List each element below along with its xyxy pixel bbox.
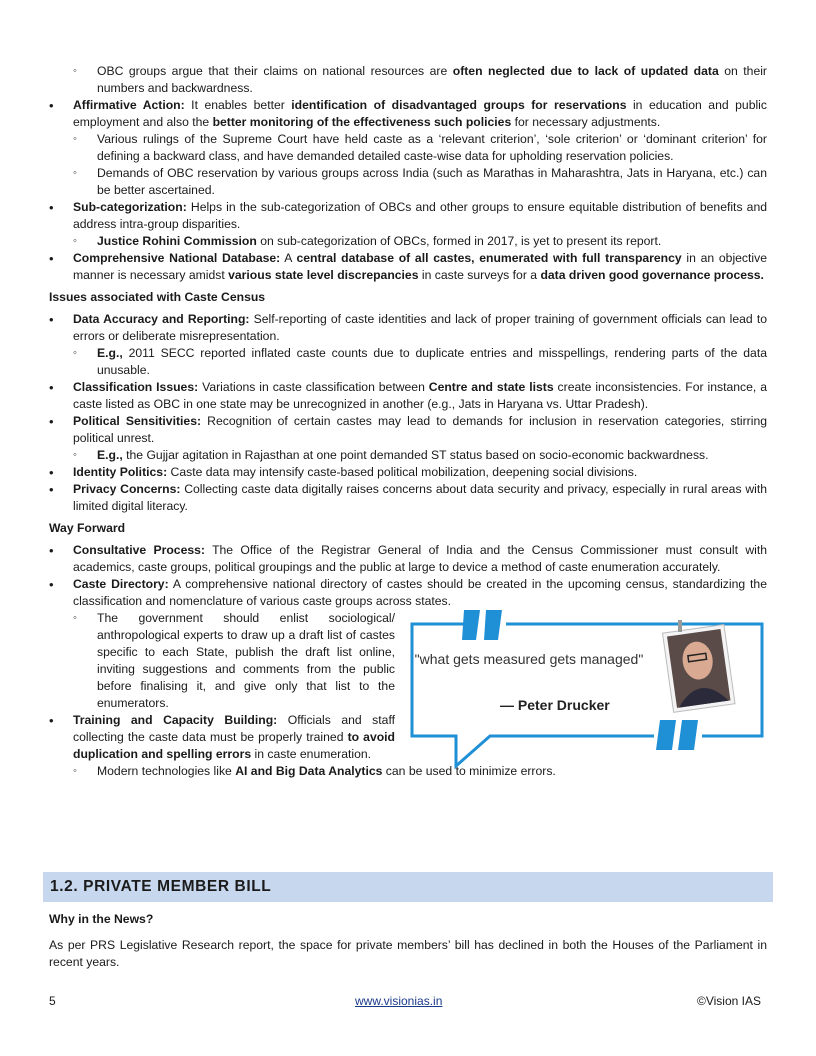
quote-region: [0, 610, 816, 780]
issue-classification: [0, 379, 816, 413]
wf-training-sub: [0, 763, 816, 780]
issue-data-accuracy: [0, 311, 816, 379]
issue-identity-politics: [0, 464, 816, 481]
text: A comprehensive national directory of castes should be created in the upcoming census, standardizing the classification and nomenclature of various caste groups across states.: [73, 577, 767, 608]
footer-link-wrap: [355, 993, 442, 1009]
top-sub-bullet-block: [0, 63, 816, 97]
text: on sub-categorization of OBCs, formed in 2017, is yet to present its report.: [256, 234, 662, 248]
sub-bullet: ◦ Demands of OBC reservation by various groups across India (such as Marathas in Maharashtra, Jats in Haryana, etc.) can be better ascertained.: [73, 165, 767, 199]
text: Variations in caste classification between: [198, 380, 429, 394]
quote-text: "what gets measured gets managed": [414, 651, 644, 667]
issue-political-sensitivities: [0, 413, 816, 464]
website-link[interactable]: www.visionias.in: [355, 994, 443, 1008]
sub-bullet: ◦ Various rulings of the Supreme Court have held caste as a ‘relevant criterion’, ‘sole criterion’ or ‘dominant criterion’ for defining a backward class, and have demanded detailed caste-wise data for upholding reservation policies.: [73, 131, 767, 165]
wf-training: [0, 712, 816, 763]
bold-text: Justice Rohini Commission: [97, 234, 257, 248]
text: in caste surveys for a: [418, 268, 541, 282]
wf-consultative: [0, 542, 816, 576]
bold-text: to avoid duplication and spelling errors: [73, 730, 396, 761]
bold-text: identification of disadvantaged groups for reservations: [291, 98, 627, 112]
text: in education and public employment and also the: [73, 98, 767, 129]
text: It enables better: [184, 98, 292, 112]
text: Helps in the sub-categorization of OBCs and other groups to ensure equitable distribution of benefits and address intra-group disparities.: [73, 200, 767, 231]
issues-heading: Issues associated with Caste Census: [49, 290, 266, 304]
text: Collecting caste data digitally raises concerns about data security and privacy, especially in rural areas with limited digital literacy.: [73, 482, 767, 513]
page-number: 5: [49, 994, 56, 1008]
top-sub-item: [0, 63, 816, 97]
bullet-term: Caste Directory:: [73, 577, 169, 591]
bullet-affirmative-action: [0, 97, 816, 199]
text: on their numbers and backwardness.: [97, 64, 767, 95]
bold-text: various state level discrepancies: [228, 268, 419, 282]
need-bullets: [0, 97, 816, 780]
sub-bullet: [73, 345, 767, 379]
way-forward-heading: Way Forward: [49, 521, 126, 535]
text: in caste enumeration.: [251, 747, 372, 761]
bullet-term: Affirmative Action:: [73, 98, 185, 112]
bullet-term: Data Accuracy and Reporting:: [73, 312, 250, 326]
bullet-national-database: [0, 250, 816, 284]
bold-text: AI and Big Data Analytics: [235, 764, 383, 778]
text: A: [280, 251, 297, 265]
bold-text: often neglected due to lack of updated data: [452, 64, 719, 78]
bullet-term: Training and Capacity Building:: [73, 713, 278, 727]
text: Caste data may intensify caste-based political mobilization, deepening social divisions.: [167, 465, 638, 479]
text: the Gujjar agitation in Rajasthan at one point demanded ST status based on socio-economic backwardness.: [122, 448, 709, 462]
sub-bullet: [73, 447, 767, 464]
bullet-term: Sub-categorization:: [73, 200, 187, 214]
bold-text: better monitoring of the effectiveness such policies: [212, 115, 512, 129]
bold-text: E.g.,: [97, 448, 123, 462]
bullet-term: Identity Politics:: [73, 465, 168, 479]
bullet-term: Comprehensive National Database:: [73, 251, 281, 265]
why-in-news-body: As per PRS Legislative Research report, the space for private members’ bill has declined in both the Houses of the Parliament in recent years.: [49, 938, 767, 969]
quote-author: — Peter Drucker: [500, 697, 610, 713]
text: Self-reporting of caste identities and lack of proper training of government officials can lead to errors or deliberate misrepresentation.: [73, 312, 767, 343]
bold-text: data driven good governance process.: [540, 268, 764, 282]
bullet-term: Political Sensitivities:: [73, 414, 202, 428]
bullet-term: Privacy Concerns:: [73, 482, 181, 496]
text: OBC groups argue that their claims on national resources are: [97, 64, 453, 78]
text: can be used to minimize errors.: [382, 764, 556, 778]
text: in an objective manner is necessary amidst: [73, 251, 767, 282]
copyright: ©Vision IAS: [697, 994, 761, 1008]
text: The Office of the Registrar General of India and the Census Commissioner must consult with academics, caste groups, political groupings and the public at large to device a method of caste enumeration accurately.: [73, 543, 768, 574]
text: for necessary adjustments.: [511, 115, 661, 129]
text: Recognition of certain castes may lead to demands for inclusion in reservation categories, stirring political unrest.: [73, 414, 767, 445]
wf-directory-sub: [0, 610, 816, 712]
wf-caste-directory: [0, 576, 816, 610]
sub-bullet: ◦ The government should enlist sociological/ anthropological experts to draw up a draft list of castes specific to each State, publish the draft list online, inviting suggestions and comments from the public before finalising it, and give only that list to the enumerators.: [73, 610, 395, 712]
bold-text: Centre and state lists: [428, 380, 554, 394]
bullet-term: Consultative Process:: [73, 543, 205, 557]
text: 2011 SECC reported inflated caste counts due to duplicate entries and misspellings, rendering parts of the data unusable.: [97, 346, 767, 377]
bullet-term: Classification Issues:: [73, 380, 199, 394]
bold-text: central database of all castes, enumerated with full transparency: [296, 251, 682, 265]
text: Officials and staff collecting the caste data must be properly trained: [73, 713, 395, 744]
sub-bullet: [73, 63, 767, 97]
section-title: 1.2. PRIVATE MEMBER BILL: [50, 878, 272, 895]
sub-bullet: [73, 763, 767, 780]
bullet-sub-categorization: [0, 199, 816, 250]
issue-privacy: [0, 481, 816, 515]
sub-bullet: [73, 233, 767, 250]
text: create inconsistencies. For instance, a caste listed as OBC in one state may be unrecognized in another (e.g., Jats in Haryana vs. Uttar Pradesh).: [73, 380, 767, 411]
why-in-news-heading: Why in the News?: [49, 912, 154, 926]
text: Modern technologies like: [97, 764, 236, 778]
bold-text: E.g.,: [97, 346, 123, 360]
